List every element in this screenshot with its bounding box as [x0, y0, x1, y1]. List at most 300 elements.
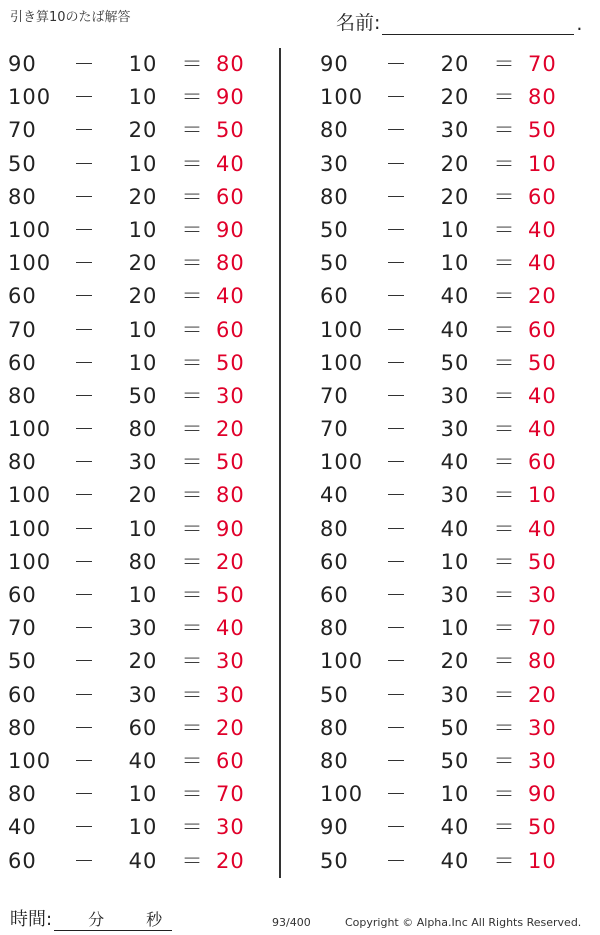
answer: 20	[216, 549, 245, 574]
minus-sign: －	[73, 649, 95, 674]
minus-sign: －	[385, 85, 407, 110]
subtrahend: 20	[440, 151, 470, 176]
subtrahend: 40	[440, 516, 470, 541]
minuend: 60	[8, 682, 37, 707]
minus-sign: －	[73, 549, 95, 574]
minuend: 50	[320, 682, 349, 707]
minus-sign: －	[385, 317, 407, 342]
answer: 50	[528, 815, 557, 840]
subtrahend: 10	[128, 317, 158, 342]
equals-sign: ＝	[493, 52, 515, 76]
answer: 40	[528, 217, 557, 242]
subtrahend: 30	[128, 450, 158, 475]
equals-sign: ＝	[493, 251, 515, 276]
answer: 70	[528, 52, 557, 76]
equals-sign: ＝	[493, 815, 515, 840]
equals-sign: ＝	[181, 417, 203, 442]
answer: 60	[216, 184, 245, 209]
equals-sign: ＝	[493, 483, 515, 508]
subtrahend: 50	[440, 350, 470, 375]
equals-sign: ＝	[181, 715, 203, 740]
problem-row	[4, 712, 274, 745]
subtrahend: 20	[128, 649, 158, 674]
equals-sign: ＝	[493, 184, 515, 209]
subtrahend: 10	[128, 151, 158, 176]
problem-row	[4, 214, 274, 247]
equals-sign: ＝	[493, 85, 515, 110]
copyright-notice: Copyright © Alpha.Inc All Rights Reserved.	[345, 916, 582, 929]
subtrahend: 40	[440, 284, 470, 309]
minus-sign: －	[385, 616, 407, 641]
equals-sign: ＝	[181, 682, 203, 707]
minus-sign: －	[73, 682, 95, 707]
minuend: 50	[320, 217, 349, 242]
subtrahend: 20	[128, 483, 158, 508]
problem-row	[316, 645, 586, 678]
subtrahend: 20	[128, 184, 158, 209]
problem-row	[316, 513, 586, 546]
minuend: 80	[320, 748, 349, 773]
problem-row	[316, 579, 586, 612]
minus-sign: －	[385, 682, 407, 707]
equals-sign: ＝	[493, 383, 515, 408]
equals-sign: ＝	[181, 52, 203, 76]
name-trail: .	[576, 13, 583, 35]
problem-row	[316, 347, 586, 380]
answer: 60	[216, 748, 245, 773]
equals-sign: ＝	[493, 682, 515, 707]
problem-row	[4, 81, 274, 114]
answer: 80	[528, 85, 557, 110]
answer: 10	[528, 848, 557, 873]
minuend: 70	[8, 317, 37, 342]
minuend: 80	[8, 184, 37, 209]
minuend: 30	[320, 151, 349, 176]
equals-sign: ＝	[493, 616, 515, 641]
minus-sign: －	[73, 815, 95, 840]
problem-row	[4, 148, 274, 181]
minuend: 80	[8, 450, 37, 475]
equals-sign: ＝	[181, 450, 203, 475]
answer: 30	[216, 649, 245, 674]
minuend: 40	[8, 815, 37, 840]
minuend: 50	[320, 848, 349, 873]
problem-row	[4, 479, 274, 512]
subtrahend: 30	[128, 682, 158, 707]
time-blank-line	[54, 908, 172, 931]
minus-sign: －	[385, 748, 407, 773]
problem-row	[4, 811, 274, 844]
problem-row	[316, 314, 586, 347]
problem-row	[4, 280, 274, 313]
minus-sign: －	[385, 184, 407, 209]
minuend: 80	[320, 184, 349, 209]
subtrahend: 10	[440, 217, 470, 242]
minuend: 100	[320, 85, 364, 110]
minus-sign: －	[385, 118, 407, 143]
subtrahend: 10	[440, 782, 470, 807]
equals-sign: ＝	[181, 383, 203, 408]
left-problem-column	[4, 48, 274, 878]
problem-row	[316, 612, 586, 645]
minus-sign: －	[73, 350, 95, 375]
equals-sign: ＝	[493, 450, 515, 475]
subtrahend: 10	[440, 616, 470, 641]
answer: 10	[528, 483, 557, 508]
answer: 30	[216, 815, 245, 840]
answer: 50	[216, 118, 245, 143]
minus-sign: －	[73, 284, 95, 309]
minus-sign: －	[73, 251, 95, 276]
minus-sign: －	[385, 350, 407, 375]
minus-sign: －	[385, 383, 407, 408]
subtrahend: 50	[440, 715, 470, 740]
problem-row	[4, 513, 274, 546]
minus-sign: －	[385, 815, 407, 840]
equals-sign: ＝	[181, 217, 203, 242]
problem-row	[4, 247, 274, 280]
minus-sign: －	[73, 151, 95, 176]
minus-sign: －	[385, 151, 407, 176]
minus-sign: －	[73, 748, 95, 773]
minuend: 100	[8, 516, 52, 541]
seconds-unit: 秒	[146, 910, 163, 929]
minus-sign: －	[385, 52, 407, 76]
subtrahend: 10	[128, 516, 158, 541]
answer: 20	[528, 682, 557, 707]
equals-sign: ＝	[181, 118, 203, 143]
equals-sign: ＝	[181, 616, 203, 641]
minus-sign: －	[73, 184, 95, 209]
problem-row	[316, 114, 586, 147]
answer: 60	[216, 317, 245, 342]
minuend: 50	[8, 151, 37, 176]
problem-row	[316, 214, 586, 247]
minuend: 100	[8, 217, 52, 242]
answer: 50	[216, 450, 245, 475]
minuend: 90	[320, 815, 349, 840]
minus-sign: －	[385, 715, 407, 740]
subtrahend: 30	[440, 583, 470, 607]
equals-sign: ＝	[181, 516, 203, 541]
answer: 90	[528, 782, 557, 807]
answer: 20	[216, 417, 245, 442]
problem-row	[316, 81, 586, 114]
problem-row	[4, 612, 274, 645]
subtrahend: 20	[440, 649, 470, 674]
minuend: 80	[320, 715, 349, 740]
problem-row	[4, 645, 274, 678]
page-number: 93/400	[272, 916, 311, 929]
minuend: 60	[8, 284, 37, 309]
answer: 30	[528, 583, 557, 607]
equals-sign: ＝	[181, 317, 203, 342]
minuend: 60	[320, 284, 349, 309]
answer: 20	[216, 848, 245, 873]
problem-row	[4, 114, 274, 147]
minus-sign: －	[73, 483, 95, 508]
name-field	[336, 8, 582, 35]
answer: 80	[528, 649, 557, 674]
subtrahend: 20	[440, 52, 470, 76]
time-field	[10, 905, 172, 931]
problem-row	[4, 181, 274, 214]
subtrahend: 50	[128, 383, 158, 408]
minuend: 100	[320, 649, 364, 674]
minuend: 80	[8, 782, 37, 807]
equals-sign: ＝	[181, 184, 203, 209]
subtrahend: 40	[440, 848, 470, 873]
subtrahend: 30	[440, 682, 470, 707]
problem-row	[4, 314, 274, 347]
answer: 40	[216, 284, 245, 309]
minus-sign: －	[385, 516, 407, 541]
problem-row	[316, 712, 586, 745]
minuend: 100	[8, 748, 52, 773]
equals-sign: ＝	[493, 649, 515, 674]
problem-row	[316, 48, 586, 81]
answer: 40	[528, 516, 557, 541]
subtrahend: 50	[440, 748, 470, 773]
minus-sign: －	[73, 715, 95, 740]
minuend: 100	[8, 85, 52, 110]
minus-sign: －	[73, 217, 95, 242]
answer: 20	[216, 715, 245, 740]
answer: 50	[528, 118, 557, 143]
equals-sign: ＝	[181, 350, 203, 375]
problem-row	[4, 679, 274, 712]
minus-sign: －	[385, 251, 407, 276]
subtrahend: 10	[128, 350, 158, 375]
minus-sign: －	[73, 383, 95, 408]
minus-sign: －	[73, 516, 95, 541]
equals-sign: ＝	[493, 284, 515, 309]
column-divider	[279, 48, 281, 878]
answer: 30	[216, 682, 245, 707]
subtrahend: 20	[440, 184, 470, 209]
answer: 60	[528, 450, 557, 475]
minuend: 80	[320, 118, 349, 143]
equals-sign: ＝	[181, 151, 203, 176]
subtrahend: 10	[440, 549, 470, 574]
subtrahend: 20	[128, 118, 158, 143]
minuend: 80	[320, 616, 349, 641]
answer: 80	[216, 483, 245, 508]
minus-sign: －	[73, 52, 95, 76]
minuend: 60	[8, 848, 37, 873]
minuend: 80	[320, 516, 349, 541]
subtrahend: 10	[128, 85, 158, 110]
answer: 40	[528, 417, 557, 442]
minus-sign: －	[73, 417, 95, 442]
equals-sign: ＝	[493, 748, 515, 773]
minus-sign: －	[385, 483, 407, 508]
minus-sign: －	[385, 450, 407, 475]
subtrahend: 80	[128, 549, 158, 574]
subtrahend: 10	[440, 251, 470, 276]
equals-sign: ＝	[181, 815, 203, 840]
problem-row	[316, 479, 586, 512]
subtrahend: 30	[440, 383, 470, 408]
answer: 70	[528, 616, 557, 641]
subtrahend: 40	[440, 317, 470, 342]
equals-sign: ＝	[181, 483, 203, 508]
subtrahend: 20	[440, 85, 470, 110]
problem-row	[316, 679, 586, 712]
problem-row	[4, 579, 274, 612]
subtrahend: 20	[128, 251, 158, 276]
problem-row	[316, 148, 586, 181]
equals-sign: ＝	[493, 151, 515, 176]
problem-row	[316, 280, 586, 313]
subtrahend: 10	[128, 52, 158, 76]
time-label: 時間:	[10, 909, 53, 930]
subtrahend: 30	[440, 483, 470, 508]
equals-sign: ＝	[493, 549, 515, 574]
problem-row	[316, 745, 586, 778]
minuend: 40	[320, 483, 349, 508]
equals-sign: ＝	[493, 782, 515, 807]
answer: 40	[528, 383, 557, 408]
minuend: 100	[8, 417, 52, 442]
answer: 90	[216, 217, 245, 242]
equals-sign: ＝	[493, 350, 515, 375]
problem-row	[4, 546, 274, 579]
minuend: 100	[320, 782, 364, 807]
answer: 70	[216, 782, 245, 807]
minuend: 100	[8, 483, 52, 508]
answer: 40	[216, 151, 245, 176]
subtrahend: 40	[440, 450, 470, 475]
problem-row	[316, 380, 586, 413]
equals-sign: ＝	[181, 782, 203, 807]
subtrahend: 10	[128, 217, 158, 242]
minus-sign: －	[385, 583, 407, 607]
answer: 80	[216, 52, 245, 76]
answer: 30	[528, 715, 557, 740]
answer: 50	[528, 549, 557, 574]
answer: 50	[216, 583, 245, 607]
equals-sign: ＝	[181, 251, 203, 276]
minuend: 80	[8, 383, 37, 408]
answer: 40	[216, 616, 245, 641]
minuend: 70	[8, 118, 37, 143]
problem-row	[4, 778, 274, 811]
minus-sign: －	[385, 848, 407, 873]
answer: 60	[528, 184, 557, 209]
subtrahend: 40	[440, 815, 470, 840]
minuend: 80	[8, 715, 37, 740]
problem-row	[316, 181, 586, 214]
minus-sign: －	[385, 217, 407, 242]
minuend: 60	[320, 549, 349, 574]
problem-row	[316, 845, 586, 878]
minuend: 60	[320, 583, 349, 607]
equals-sign: ＝	[181, 549, 203, 574]
minutes-unit: 分	[88, 910, 105, 929]
equals-sign: ＝	[493, 848, 515, 873]
minuend: 100	[320, 450, 364, 475]
equals-sign: ＝	[181, 284, 203, 309]
equals-sign: ＝	[493, 715, 515, 740]
answer: 90	[216, 85, 245, 110]
minus-sign: －	[73, 85, 95, 110]
minus-sign: －	[73, 317, 95, 342]
minuend: 60	[8, 583, 37, 607]
answer: 50	[528, 350, 557, 375]
equals-sign: ＝	[493, 516, 515, 541]
minus-sign: －	[385, 417, 407, 442]
equals-sign: ＝	[493, 583, 515, 607]
problem-row	[316, 778, 586, 811]
minus-sign: －	[385, 649, 407, 674]
name-blank-line	[382, 14, 574, 35]
name-label: 名前:	[336, 12, 381, 34]
subtrahend: 20	[128, 284, 158, 309]
problem-row	[4, 745, 274, 778]
problem-row	[316, 413, 586, 446]
answer: 40	[528, 251, 557, 276]
answer: 90	[216, 516, 245, 541]
minuend: 90	[320, 52, 349, 76]
minus-sign: －	[73, 118, 95, 143]
subtrahend: 40	[128, 748, 158, 773]
answer: 30	[528, 748, 557, 773]
subtrahend: 10	[128, 583, 158, 607]
equals-sign: ＝	[181, 848, 203, 873]
subtrahend: 80	[128, 417, 158, 442]
worksheet-title: 引き算10のたば解答	[10, 10, 131, 25]
subtrahend: 30	[128, 616, 158, 641]
problem-row	[4, 380, 274, 413]
problem-row	[316, 446, 586, 479]
equals-sign: ＝	[181, 85, 203, 110]
minus-sign: －	[385, 284, 407, 309]
minuend: 70	[320, 417, 349, 442]
minus-sign: －	[385, 549, 407, 574]
problem-row	[4, 48, 274, 81]
problem-row	[4, 845, 274, 878]
problem-row	[4, 446, 274, 479]
subtrahend: 60	[128, 715, 158, 740]
problem-row	[316, 546, 586, 579]
minus-sign: －	[73, 848, 95, 873]
answer: 80	[216, 251, 245, 276]
minuend: 100	[320, 317, 364, 342]
minuend: 100	[320, 350, 364, 375]
minus-sign: －	[73, 782, 95, 807]
equals-sign: ＝	[181, 649, 203, 674]
minuend: 100	[8, 251, 52, 276]
minus-sign: －	[73, 583, 95, 607]
minuend: 60	[8, 350, 37, 375]
problem-row	[316, 811, 586, 844]
minuend: 70	[8, 616, 37, 641]
minuend: 90	[8, 52, 37, 76]
subtrahend: 10	[128, 782, 158, 807]
subtrahend: 40	[128, 848, 158, 873]
minuend: 50	[320, 251, 349, 276]
minuend: 100	[8, 549, 52, 574]
answer: 30	[216, 383, 245, 408]
minuend: 70	[320, 383, 349, 408]
minus-sign: －	[385, 782, 407, 807]
right-problem-column	[316, 48, 586, 878]
minus-sign: －	[73, 616, 95, 641]
subtrahend: 30	[440, 118, 470, 143]
problem-row	[4, 413, 274, 446]
answer: 20	[528, 284, 557, 309]
